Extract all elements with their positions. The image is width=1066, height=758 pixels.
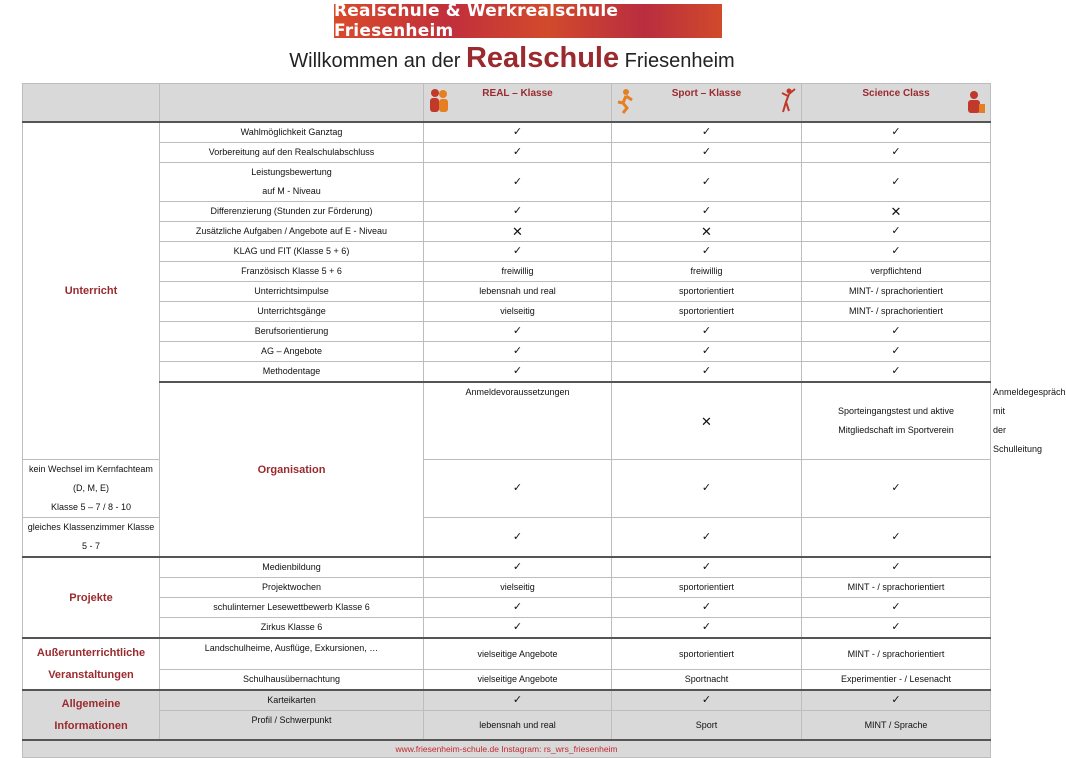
header-sport-klasse: Sport – Klasse [612,84,802,123]
row-label: Leistungsbewertung auf M - Niveau [160,163,424,202]
scientist-icon [965,88,987,114]
check-mark: ✓ [612,163,802,202]
check-mark: ✓ [802,362,991,383]
check-mark: ✓ [802,242,991,262]
row-label: Projektwochen [160,578,424,598]
cell-sport: sportorientiert [612,302,802,322]
check-mark: ✓ [424,342,612,362]
row-label: Anmeldevoraussetzungen [424,382,612,460]
row-label: Differenzierung (Stunden zur Förderung) [160,202,424,222]
check-mark: ✓ [424,618,612,639]
table-row [23,578,991,598]
cross-mark: ✕ [612,382,802,460]
cell-sport: Sportnacht [612,670,802,691]
check-mark: ✓ [612,460,802,518]
table-row: Organisation Anmeldevoraussetzungen ✕ Sporteingangstest und aktive Mitgliedschaft im Sportverein Anmeldegespräch mit der Schulleitung [23,382,991,460]
cell-sport: sportorientiert [612,638,802,670]
category-projekte: Projekte [23,557,160,638]
row-label: Methodentage [160,362,424,383]
check-mark: ✓ [802,222,991,242]
cell-science: Experimentier - / Lesenacht [802,670,991,691]
table-row [23,618,991,639]
school-banner [334,1,722,41]
gymnast-icon [775,87,797,113]
cell-science: MINT - / sprachorientiert [802,638,991,670]
cell-real: vielseitige Angebote [424,670,612,691]
table-row [23,690,991,711]
row-label: Unterrichtsimpulse [160,282,424,302]
table-row [23,242,991,262]
cross-mark: ✕ [802,202,991,222]
check-mark: ✓ [424,242,612,262]
cell-sport: sportorientiert [612,282,802,302]
cell-real: vielseitige Angebote [424,638,612,670]
check-mark: ✓ [612,362,802,383]
cell-sport: Sport [612,711,802,741]
cell-sport: freiwillig [612,262,802,282]
header-science-class: Science Class [802,84,991,123]
check-mark: ✓ [802,322,991,342]
check-mark: ✓ [802,598,991,618]
cell-real: vielseitig [424,578,612,598]
check-mark: ✓ [424,163,612,202]
check-mark: ✓ [802,518,991,558]
table-row [23,638,991,670]
table-row [23,262,991,282]
cell-real: vielseitig [424,302,612,322]
cell-science: verpflichtend [802,262,991,282]
cell-science: MINT - / sprachorientiert [802,578,991,598]
table-row [23,322,991,342]
row-label: Unterrichtsgänge [160,302,424,322]
row-label: AG – Angebote [160,342,424,362]
table-row [23,122,991,143]
page-title: Willkommen an der Realschule Friesenheim [289,42,735,74]
cell-science: MINT- / sprachorientiert [802,302,991,322]
row-label: schulinterner Lesewettbewerb Klasse 6 [160,598,424,618]
cell-science: MINT- / sprachorientiert [802,282,991,302]
table-row [23,362,991,383]
cell-science: MINT / Sprache [802,711,991,741]
check-mark: ✓ [424,202,612,222]
table-row [23,670,991,691]
header-empty-2 [160,84,424,123]
row-label: Zirkus Klasse 6 [160,618,424,639]
table-row [23,302,991,322]
footer-links: www.friesenheim-schule.de Instagram: rs_wrs_friesenheim [23,740,991,758]
check-mark: ✓ [612,557,802,578]
check-mark: ✓ [612,202,802,222]
row-label: Schulhausübernachtung [160,670,424,691]
category-allgemeine-informationen: Allgemeine Informationen [23,690,160,740]
row-label: kein Wechsel im Kernfachteam (D, M, E) Klasse 5 – 7 / 8 - 10 [23,460,160,518]
banner-title: Realschule & Werkrealschule Friesenheim [334,1,619,41]
check-mark: ✓ [424,690,612,711]
category-organisation: Organisation [160,382,424,557]
check-mark: ✓ [612,618,802,639]
row-label: Wahlmöglichkeit Ganztag [160,122,424,143]
table-row [23,282,991,302]
check-mark: ✓ [612,143,802,163]
cell-sport: Sporteingangstest und aktive Mitgliedschaft im Sportverein [802,382,991,460]
table-row [23,143,991,163]
table-row [23,163,991,202]
check-mark: ✓ [802,557,991,578]
table-header-row [23,84,991,123]
row-label: KLAG und FIT (Klasse 5 + 6) [160,242,424,262]
cell-sport: sportorientiert [612,578,802,598]
table-row [23,202,991,222]
check-mark: ✓ [424,518,612,558]
check-mark: ✓ [802,460,991,518]
check-mark: ✓ [612,122,802,143]
class-comparison-table [22,83,1066,758]
row-label: Vorbereitung auf den Realschulabschluss [160,143,424,163]
check-mark: ✓ [424,460,612,518]
athlete-icon [614,88,636,114]
row-label: gleiches Klassenzimmer Klasse 5 - 7 [23,518,160,558]
check-mark: ✓ [612,690,802,711]
cell-real: lebensnah und real [424,282,612,302]
table-row [23,598,991,618]
check-mark: ✓ [802,143,991,163]
row-label: Profil / Schwerpunkt [160,711,424,741]
table-row [23,222,991,242]
row-label: Medienbildung [160,557,424,578]
cross-mark: ✕ [424,222,612,242]
table-row [23,711,991,741]
check-mark: ✓ [424,322,612,342]
cell-real: lebensnah und real [424,711,612,741]
check-mark: ✓ [424,143,612,163]
check-mark: ✓ [802,122,991,143]
row-label: Berufsorientierung [160,322,424,342]
row-label: Landschulheime, Ausflüge, Exkursionen, … [160,638,424,670]
table-row [23,557,991,578]
cell-real: freiwillig [424,262,612,282]
category-unterricht: Unterricht [23,122,160,460]
check-mark: ✓ [612,518,802,558]
row-label: Karteikarten [160,690,424,711]
check-mark: ✓ [612,342,802,362]
check-mark: ✓ [424,122,612,143]
students-icon [428,87,450,113]
check-mark: ✓ [424,362,612,383]
cross-mark: ✕ [612,222,802,242]
header-real-klasse: REAL – Klasse [424,84,612,123]
check-mark: ✓ [424,598,612,618]
check-mark: ✓ [612,598,802,618]
header-empty-1 [23,84,160,123]
row-label: Zusätzliche Aufgaben / Angebote auf E - Niveau [160,222,424,242]
check-mark: ✓ [612,242,802,262]
check-mark: ✓ [424,557,612,578]
footer-row [23,740,991,758]
check-mark: ✓ [612,322,802,342]
row-label: Französisch Klasse 5 + 6 [160,262,424,282]
check-mark: ✓ [802,163,991,202]
category-ausserunterrichtliche: Außerunterrichtliche Veranstaltungen [23,638,160,690]
table-row [23,342,991,362]
check-mark: ✓ [802,690,991,711]
check-mark: ✓ [802,342,991,362]
check-mark: ✓ [802,618,991,639]
